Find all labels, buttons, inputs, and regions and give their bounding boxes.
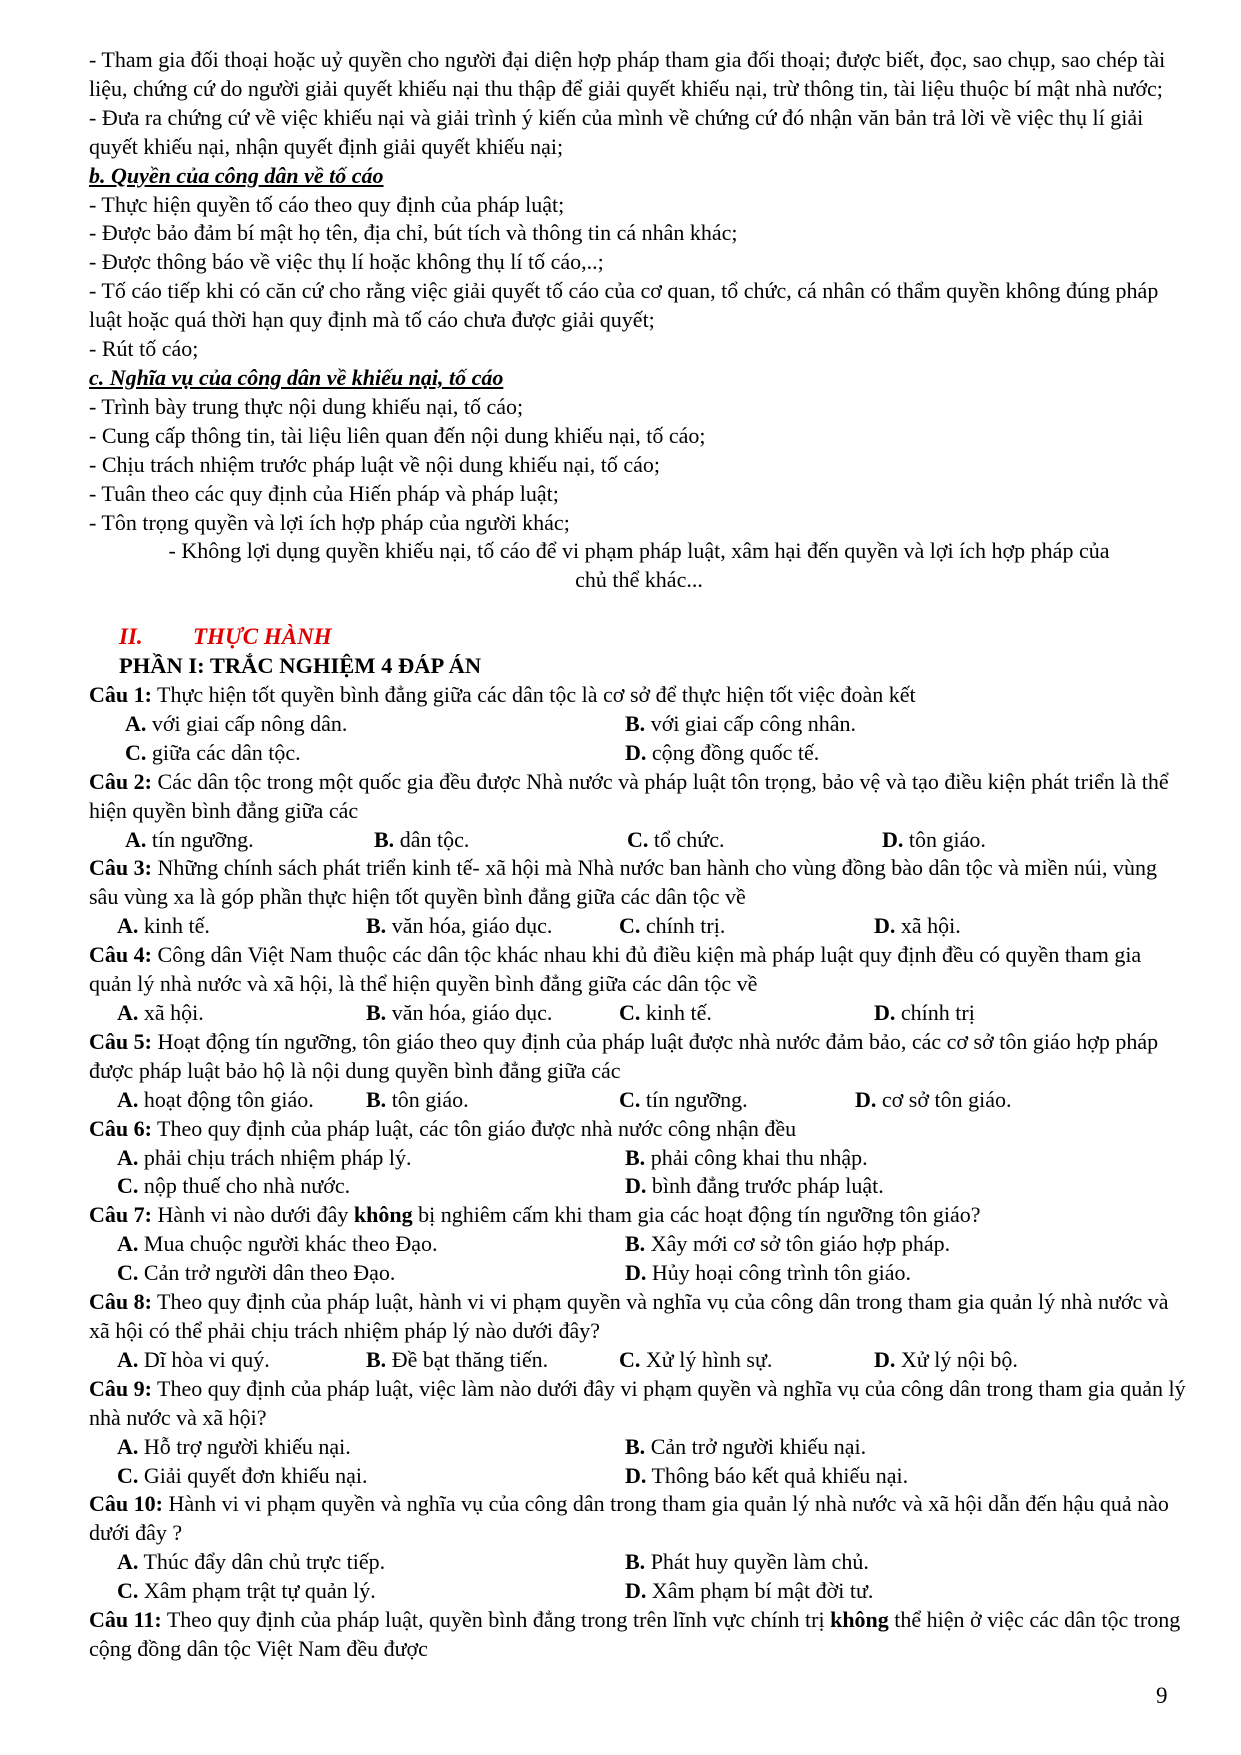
- section-b-line: - Tố cáo tiếp khi có căn cứ cho rằng việc giải quyết tố cáo của cơ quan, tổ chức, cá nhân có thẩm quyền không đúng pháp luật hoặc quá thời hạn quy định mà tố cáo chưa được giải quyết;: [89, 278, 1159, 333]
- option-b: B. với giai cấp công nhân.: [625, 710, 856, 736]
- question-number: Câu 7:: [89, 1202, 152, 1228]
- question-number: Câu 3:: [89, 855, 152, 881]
- option-c: C. Cản trở người dân theo Đạo.: [117, 1260, 396, 1286]
- option-a: A. tín ngưỡng.: [125, 826, 254, 852]
- question-number: Câu 2:: [89, 768, 152, 794]
- section-b-title: b. Quyền của công dân về tố cáo: [89, 162, 384, 188]
- question-text: Hoạt động tín ngưỡng, tôn giáo theo quy định của pháp luật được nhà nước đảm bảo, các cơ sở tôn giáo hợp pháp được pháp luật bảo hộ là nội dung quyền bình đẳng giữa các: [89, 1028, 1159, 1083]
- question-number: Câu 9:: [89, 1375, 152, 1401]
- question-number: Câu 4:: [89, 942, 152, 968]
- options-row: [89, 710, 1189, 739]
- page-number: 9: [1156, 1683, 1168, 1708]
- option-b: B. văn hóa, giáo dục.: [366, 1000, 553, 1025]
- intro-line: - Tham gia đối thoại hoặc uỷ quyền cho người đại diện hợp pháp tham gia đối thoại; được biết, đọc, sao chụp, sao chép tài liệu, chứng cứ do người giải quyết khiếu nại thu thập để giải quyết khiếu nại, trừ thông tin, tài liệu thuộc bí mật nhà nước;: [89, 47, 1166, 101]
- option-a: A. hoạt động tôn giáo.: [117, 1086, 314, 1112]
- option-a: A. Hỗ trợ người khiếu nại.: [117, 1433, 351, 1459]
- question-emphasis: không: [353, 1202, 413, 1228]
- section-ii-heading: [89, 623, 1189, 652]
- option-b: B. Cản trở người khiếu nại.: [625, 1433, 867, 1459]
- option-b: B. văn hóa, giáo dục.: [366, 913, 553, 939]
- options-row: [89, 1577, 1189, 1606]
- section-c-line: - Chịu trách nhiệm trước pháp luật về nội dung khiếu nại, tố cáo;: [89, 451, 660, 477]
- option-d: D. Xử lý nội bộ.: [874, 1346, 1018, 1372]
- option-c: C. tổ chức.: [627, 826, 725, 852]
- question-number: Câu 10:: [89, 1491, 163, 1517]
- question-9: [89, 1375, 1189, 1491]
- option-d: D. xã hội.: [874, 913, 961, 939]
- option-d: D. tôn giáo.: [882, 826, 986, 852]
- option-b: B. Đề bạt thăng tiến.: [366, 1346, 549, 1372]
- option-d: D. Thông báo kết quả khiếu nại.: [625, 1462, 909, 1488]
- options-row: [89, 1548, 1189, 1577]
- option-d: D. Xâm phạm bí mật đời tư.: [625, 1578, 874, 1604]
- question-text: Các dân tộc trong một quốc gia đều được Nhà nước và pháp luật tôn trọng, bảo vệ và tạo điều kiện phát triển là thể hiện quyền bình đẳng giữa các: [89, 768, 1169, 823]
- options-row: [89, 826, 1189, 855]
- question-7: [89, 1201, 1189, 1288]
- option-a: A. kinh tế.: [117, 913, 210, 939]
- section-c-line: - Tôn trọng quyền và lợi ích hợp pháp của người khác;: [89, 509, 570, 535]
- options-row: [89, 1230, 1189, 1259]
- section-b-line: - Rút tố cáo;: [89, 336, 199, 362]
- option-c: C. Xâm phạm trật tự quản lý.: [117, 1578, 376, 1604]
- question-text: Theo quy định của pháp luật, các tôn giáo được nhà nước công nhận đều: [151, 1115, 797, 1141]
- options-row: [89, 1144, 1189, 1173]
- options-row: [89, 1433, 1189, 1462]
- question-10: [89, 1490, 1189, 1606]
- question-text: Thực hiện tốt quyền bình đẳng giữa các dân tộc là cơ sở để thực hiện tốt việc đoàn kết: [151, 682, 916, 708]
- option-a: A. xã hội.: [117, 1000, 204, 1025]
- option-a: A. phải chịu trách nhiệm pháp lý.: [117, 1144, 412, 1170]
- section-c-last-line: - Không lợi dụng quyền khiếu nại, tố cáo để vi phạm pháp luật, xâm hại đến quyền và lợi ích hợp pháp của: [168, 538, 1110, 564]
- question-2: [89, 768, 1189, 855]
- question-text: Theo quy định của pháp luật, hành vi vi phạm quyền và nghĩa vụ của công dân trong tham gia quản lý nhà nước và xã hội có thể phải chịu trách nhiệm pháp lý nào dưới đây?: [89, 1289, 1169, 1343]
- option-b: B. dân tộc.: [374, 826, 470, 852]
- question-number: Câu 8:: [89, 1289, 152, 1315]
- options-row: [89, 912, 1189, 941]
- options-row: [89, 999, 1189, 1028]
- option-c: C. giữa các dân tộc.: [125, 739, 301, 765]
- question-number: Câu 11:: [89, 1607, 162, 1633]
- option-c: C. kinh tế.: [619, 1000, 712, 1025]
- question-text: Hành vi vi phạm quyền và nghĩa vụ của công dân trong tham gia quản lý nhà nước và xã hội dẫn đến hậu quả nào dưới đây ?: [89, 1491, 1169, 1546]
- options-row: [89, 1086, 1189, 1115]
- question-text-cont: thể hiện ở việc các dân tộc trong cộng đồng dân tộc Việt Nam đều được: [89, 1607, 1181, 1661]
- question-3: [89, 854, 1189, 941]
- part-i-heading: PHẦN I: TRẮC NGHIỆM 4 ĐÁP ÁN: [119, 653, 482, 679]
- question-number: Câu 1:: [89, 682, 152, 708]
- option-d: D. cơ sở tôn giáo.: [855, 1086, 1012, 1112]
- option-b: B. Phát huy quyền làm chủ.: [625, 1549, 869, 1575]
- question-text: Công dân Việt Nam thuộc các dân tộc khác nhau khi đủ điều kiện mà pháp luật quy định đều có quyền tham gia quản lý nhà nước và xã hội, là thể hiện quyền bình đẳng giữa các dân tộc về: [89, 942, 1142, 997]
- question-emphasis: không: [830, 1607, 889, 1633]
- option-c: C. chính trị.: [619, 913, 726, 939]
- option-c: C. tín ngưỡng.: [619, 1086, 748, 1112]
- section-b-line: - Thực hiện quyền tố cáo theo quy định của pháp luật;: [89, 191, 565, 217]
- option-c: C. Giải quyết đơn khiếu nại.: [117, 1462, 368, 1488]
- option-b: B. tôn giáo.: [366, 1086, 469, 1112]
- section-c-line: - Tuân theo các quy định của Hiến pháp và pháp luật;: [89, 480, 559, 506]
- section-c-last-line-cont: chủ thể khác...: [575, 567, 703, 593]
- question-number: Câu 6:: [89, 1115, 152, 1141]
- options-row: [89, 1172, 1189, 1201]
- option-b: B. phải công khai thu nhập.: [625, 1144, 868, 1170]
- section-b-line: - Được thông báo về việc thụ lí hoặc không thụ lí tố cáo,..;: [89, 249, 604, 275]
- question-1: [89, 681, 1189, 768]
- options-row: [89, 1346, 1189, 1375]
- option-c: C. nộp thuế cho nhà nước.: [117, 1173, 351, 1199]
- options-row: [89, 739, 1189, 768]
- option-d: D. cộng đồng quốc tế.: [625, 739, 820, 765]
- option-b: B. Xây mới cơ sở tôn giáo hợp pháp.: [625, 1231, 951, 1257]
- question-text-cont: bị nghiêm cấm khi tham gia các hoạt động tín ngưỡng tôn giáo?: [412, 1202, 981, 1228]
- section-c-line: - Trình bày trung thực nội dung khiếu nại, tố cáo;: [89, 393, 524, 419]
- question-6: [89, 1115, 1189, 1202]
- question-text: Hành vi nào dưới đây: [151, 1202, 354, 1228]
- section-b-line: - Được bảo đảm bí mật họ tên, địa chỉ, bút tích và thông tin cá nhân khác;: [89, 220, 738, 246]
- intro-line: - Đưa ra chứng cứ về việc khiếu nại và giải trình ý kiến của mình về chứng cứ đó nhận văn bản trả lời về việc thụ lí giải quyết khiếu nại, nhận quyết định giải quyết khiếu nại;: [89, 104, 1144, 159]
- section-ii-title: THỰC HÀNH: [193, 624, 332, 650]
- option-d: D. chính trị: [874, 1000, 975, 1025]
- question-text: Những chính sách phát triển kinh tế- xã hội mà Nhà nước ban hành cho vùng đồng bào dân tộc và miền núi, vùng sâu vùng xa là góp phần thực hiện tốt quyền bình đẳng giữa các dân tộc về: [89, 855, 1158, 910]
- question-8: [89, 1288, 1189, 1375]
- option-a: A. Mua chuộc người khác theo Đạo.: [117, 1231, 438, 1257]
- question-4: [89, 941, 1189, 1028]
- section-c-line: - Cung cấp thông tin, tài liệu liên quan đến nội dung khiếu nại, tố cáo;: [89, 422, 706, 448]
- option-a: A. Thúc đẩy dân chủ trực tiếp.: [117, 1549, 386, 1575]
- question-5: [89, 1028, 1189, 1115]
- option-c: C. Xử lý hình sự.: [619, 1346, 773, 1372]
- document-page: [89, 46, 1189, 1664]
- section-c-title: c. Nghĩa vụ của công dân về khiếu nại, tố cáo: [89, 364, 504, 390]
- options-row: [89, 1259, 1189, 1288]
- question-number: Câu 5:: [89, 1028, 152, 1054]
- options-row: [89, 1462, 1189, 1491]
- section-ii-number: II.: [119, 624, 143, 650]
- option-a: A. Dĩ hòa vi quý.: [117, 1346, 270, 1372]
- question-text: Theo quy định của pháp luật, việc làm nào dưới đây vi phạm quyền và nghĩa vụ của công dân trong tham gia quản lý nhà nước và xã hội?: [89, 1375, 1186, 1430]
- option-d: D. Hủy hoại công trình tôn giáo.: [625, 1260, 911, 1286]
- option-d: D. bình đẳng trước pháp luật.: [625, 1173, 884, 1199]
- question-text: Theo quy định của pháp luật, quyền bình đẳng trong trên lĩnh vực chính trị: [161, 1607, 831, 1633]
- option-a: A. với giai cấp nông dân.: [125, 710, 348, 736]
- question-11: [89, 1606, 1189, 1664]
